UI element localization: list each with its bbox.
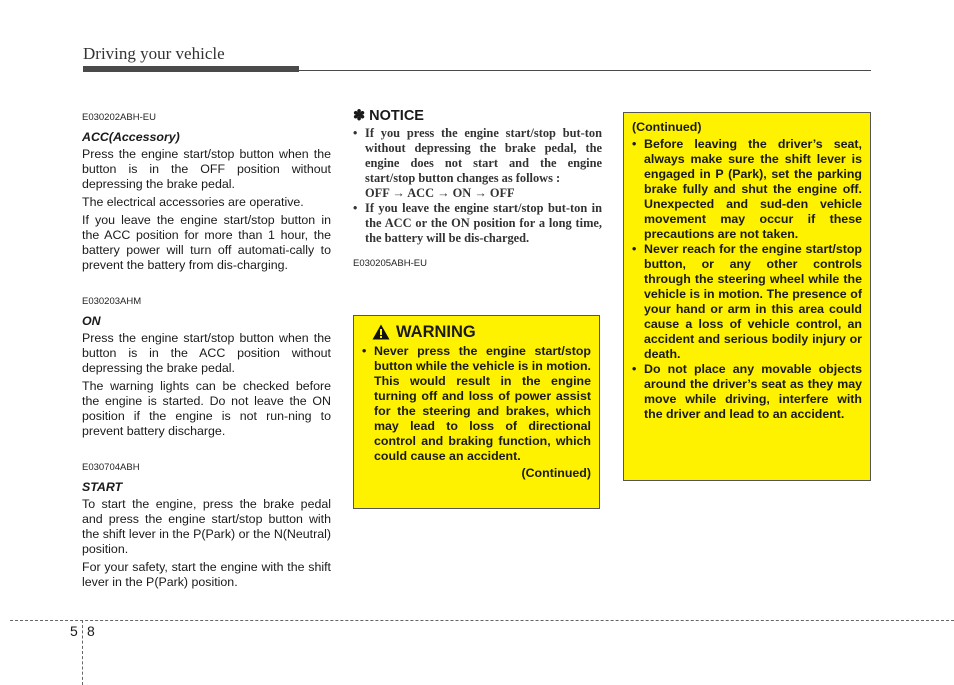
paragraph: Press the engine start/stop button when the button is in the OFF position without depressing the brake pedal. — [82, 147, 331, 191]
column-left — [82, 110, 331, 593]
section-code: E030203AHM — [82, 296, 142, 307]
paragraph: Press the engine start/stop button when the button is in the ACC position without depressing the brake pedal. — [82, 331, 331, 375]
notice-title: ✽ NOTICE — [353, 108, 424, 124]
page-number: 8 — [87, 623, 95, 639]
header-title: Driving your vehicle — [83, 44, 225, 63]
section-heading: ACC(Accessory) — [82, 130, 180, 144]
notice-list — [353, 126, 602, 246]
paragraph: To start the engine, press the brake pedal and press the engine start/stop button with the shift lever in the P(Park) or the N(Neutral) position. — [82, 497, 331, 556]
warning-title: WARNING — [396, 322, 476, 341]
header-rule — [299, 70, 871, 71]
section-on — [82, 294, 331, 439]
section-heading: START — [82, 480, 123, 494]
paragraph: The electrical accessories are operative. — [82, 195, 304, 209]
notice-item: • If you press the engine start/stop but-ton without depressing the brake pedal, the engine does not start and the engine start/stop button changes as follows : — [353, 126, 602, 186]
paragraph: If you leave the engine start/stop button in the ACC position for more than 1 hour, the battery power will turn off automati-cally to prevent the battery from dis-charging. — [82, 213, 331, 272]
paragraph: The warning lights can be checked before the engine is started. Do not leave the ON position if the engine is not run-ning to prevent battery discharge. — [82, 379, 331, 438]
warning-item: • Never reach for the engine start/stop button, or any other controls through the steering wheel while the vehicle is in motion. The presence of your hand or arm in this area could cause a loss of vehicle control, an accident and serious bodily injury or death. — [632, 242, 862, 362]
warning-item: • Never press the engine start/stop button while the vehicle is in motion. This would result in the engine turning off and loss of power assist for the steering and brakes, which may lead to loss of directional control and braking function, which could cause an accident. — [362, 344, 591, 464]
warning-item: • Do not place any movable objects around the driver’s seat as they may move while driving, interfere with the driver and lead to an accident. — [632, 362, 862, 422]
section-code: E030202ABH-EU — [82, 112, 156, 123]
warning-box — [353, 315, 600, 509]
continued-heading: (Continued) — [632, 120, 702, 134]
warning-header — [372, 324, 591, 340]
warning-item: • Before leaving the driver’s seat, always make sure the shift lever is engaged in P (Park), set the parking brake fully and shut the engine off. Unexpected and sud-den vehicle movement may occur if these precautions are not taken. — [632, 137, 862, 242]
continued-warning-box — [623, 112, 871, 481]
section-heading: ON — [82, 314, 101, 328]
section-code: E030205ABH-EU — [353, 258, 427, 269]
footer-divider — [82, 620, 83, 685]
page-chapter-number: 5 — [70, 623, 78, 639]
header-bar — [83, 66, 299, 72]
footer-rule — [10, 620, 954, 621]
notice-sequence: OFF → ACC → ON → OFF — [365, 186, 515, 200]
warning-triangle-icon — [372, 324, 390, 340]
section-acc — [82, 110, 331, 273]
paragraph: For your safety, start the engine with the shift lever in the P(Park) position. — [82, 560, 331, 589]
notice-item: • If you leave the engine start/stop but-ton in the ACC or the ON position for a long time, the battery will be dis-charged. — [353, 201, 602, 246]
continued-label: (Continued) — [521, 466, 591, 480]
section-code: E030704ABH — [82, 462, 140, 473]
section-start — [82, 460, 331, 590]
column-middle — [353, 108, 602, 277]
